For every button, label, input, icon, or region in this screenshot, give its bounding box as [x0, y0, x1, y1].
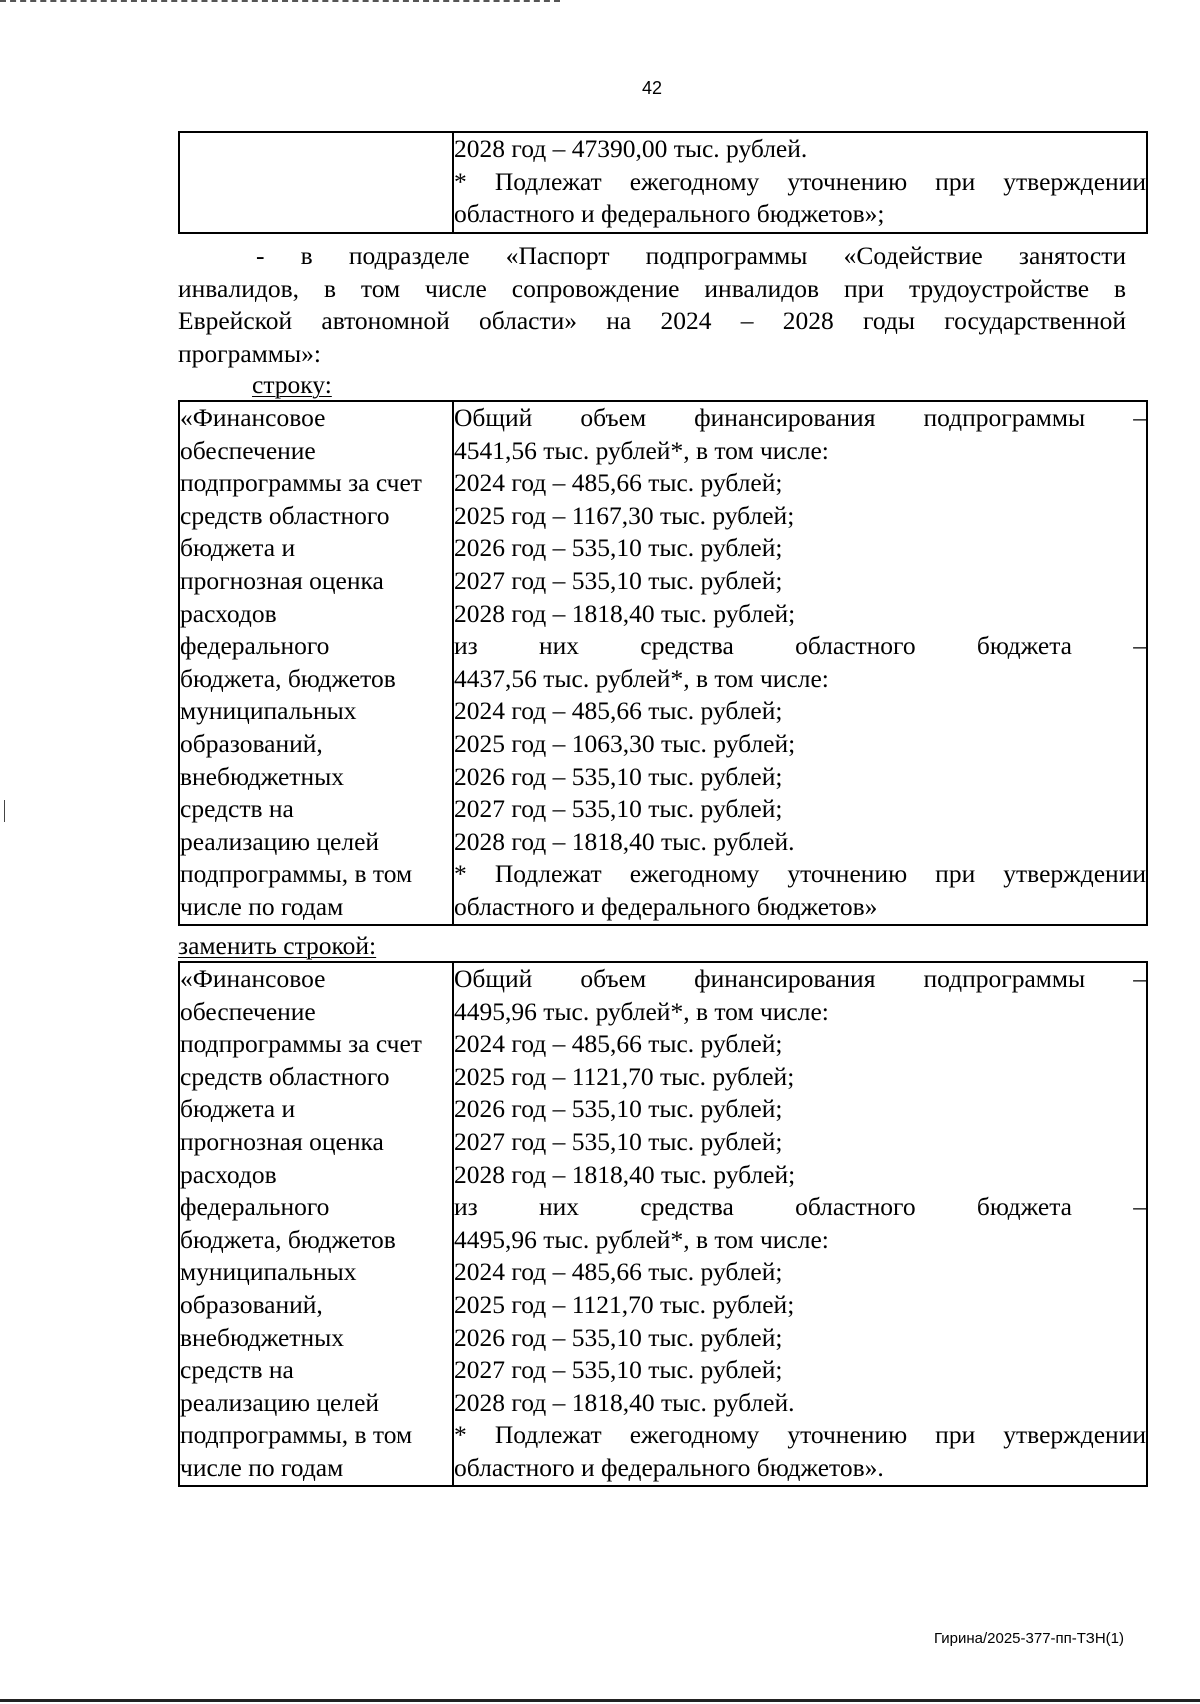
table-line: бюджета, бюджетов	[180, 1224, 396, 1254]
table-line: Общий объем финансирования подпрограммы –	[454, 403, 1146, 432]
table-line: 2027 год – 535,10 тыс. рублей;	[454, 794, 783, 824]
table-line: «Финансовое	[180, 403, 326, 432]
table-line: из них средства областного бюджета –	[454, 1192, 1146, 1222]
table-line: областного и федерального бюджетов».	[454, 1452, 884, 1482]
table-line: 4495,96 тыс. рублей*, в том числе:	[454, 1224, 829, 1254]
document-footer: Гирина/2025-377-пп-ТЗН(1)	[933, 1630, 1124, 1647]
table-line: * Подлежат ежегодному уточнению при утверждении	[454, 166, 1146, 196]
table-line: «Финансовое	[180, 964, 326, 993]
label-row: строку:	[252, 370, 332, 399]
table-line: бюджета, бюджетов	[180, 663, 396, 693]
table-line: Общий объем финансирования подпрограммы –	[454, 964, 1146, 993]
scan-edge-bottom	[0, 1699, 1200, 1702]
table-line: средств областного	[180, 500, 390, 530]
table-line: * Подлежат ежегодному уточнению при утверждении	[454, 859, 1146, 889]
table-line: подпрограммы за счет	[180, 468, 422, 498]
table-line: 2025 год – 1121,70 тыс. рублей;	[454, 1289, 795, 1319]
table-line: числе по годам	[180, 891, 344, 921]
table-line: из них средства областного бюджета –	[454, 631, 1146, 661]
table-line: 2026 год – 535,10 тыс. рублей;	[454, 533, 783, 563]
table-line: 2024 год – 485,66 тыс. рублей;	[454, 1029, 783, 1059]
table-line: 2028 год – 1818,40 тыс. рублей;	[454, 1159, 796, 1189]
table-line: областного и федерального бюджетов»;	[454, 199, 885, 229]
table-line: средств областного	[180, 1061, 390, 1091]
table-new	[178, 961, 1148, 1487]
table-new-right-cell	[453, 962, 1147, 1486]
paragraph-line: программы»:	[178, 338, 321, 368]
table-line: 2028 год – 47390,00 тыс. рублей.	[454, 134, 808, 163]
table-line: 4541,56 тыс. рублей*, в том числе:	[454, 435, 829, 465]
scan-edge-left	[4, 800, 5, 822]
top-table-left-cell	[179, 132, 453, 233]
table-line: подпрограммы, в том	[180, 859, 413, 889]
table-line: бюджета и	[180, 1094, 296, 1124]
table-line: средств на	[180, 1355, 294, 1385]
table-line: 2025 год – 1167,30 тыс. рублей;	[454, 500, 795, 530]
table-line: 4437,56 тыс. рублей*, в том числе:	[454, 663, 829, 693]
table-line: федерального	[180, 631, 330, 661]
table-line: прогнозная оценка	[180, 1126, 384, 1156]
table-old	[178, 400, 1148, 926]
table-line: 2027 год – 535,10 тыс. рублей;	[454, 1355, 783, 1385]
table-line: реализацию целей	[180, 1387, 380, 1417]
table-line: подпрограммы за счет	[180, 1029, 422, 1059]
table-old-left-cell	[179, 401, 453, 925]
table-line: 2024 год – 485,66 тыс. рублей;	[454, 468, 783, 498]
table-line: федерального	[180, 1192, 330, 1222]
table-line: 4495,96 тыс. рублей*, в том числе:	[454, 996, 829, 1026]
table-line: расходов	[180, 598, 277, 628]
table-line: прогнозная оценка	[180, 565, 384, 595]
table-line: 2024 год – 485,66 тыс. рублей;	[454, 696, 783, 726]
table-line: образований,	[180, 1289, 323, 1319]
table-line: 2026 год – 535,10 тыс. рублей;	[454, 1322, 783, 1352]
table-line: муниципальных	[180, 1257, 357, 1287]
table-line: * Подлежат ежегодному уточнению при утверждении	[454, 1420, 1146, 1450]
table-line: 2025 год – 1121,70 тыс. рублей;	[454, 1061, 795, 1091]
table-line: 2028 год – 1818,40 тыс. рублей.	[454, 1387, 795, 1417]
table-line: расходов	[180, 1159, 277, 1189]
table-line: 2025 год – 1063,30 тыс. рублей;	[454, 728, 796, 758]
table-line: 2027 год – 535,10 тыс. рублей;	[454, 565, 783, 595]
table-line: обеспечение	[180, 435, 316, 465]
top-table-right-cell	[453, 132, 1147, 233]
table-line: 2027 год – 535,10 тыс. рублей;	[454, 1126, 783, 1156]
paragraph-line: Еврейской автономной области» на 2024 – 2028 годы государственной	[178, 306, 1126, 336]
table-line: бюджета и	[180, 533, 296, 563]
amendment-paragraph	[178, 240, 1126, 370]
table-line: 2024 год – 485,66 тыс. рублей;	[454, 1257, 783, 1287]
table-line: числе по годам	[180, 1452, 344, 1482]
table-line: образований,	[180, 728, 323, 758]
table-line: реализацию целей	[180, 826, 380, 856]
top-table	[178, 131, 1148, 234]
table-old-right-cell	[453, 401, 1147, 925]
table-line: подпрограммы, в том	[180, 1420, 413, 1450]
table-line: областного и федерального бюджетов»	[454, 891, 878, 921]
scan-edge-top	[0, 0, 560, 4]
table-line: 2026 год – 535,10 тыс. рублей;	[454, 1094, 783, 1124]
label-replace: заменить строкой:	[178, 931, 377, 960]
table-line: 2026 год – 535,10 тыс. рублей;	[454, 761, 783, 791]
paragraph-line: - в подразделе «Паспорт подпрограммы «Содействие занятости	[256, 241, 1126, 270]
table-new-left-cell	[179, 962, 453, 1486]
table-line: внебюджетных	[180, 761, 344, 791]
table-line: 2028 год – 1818,40 тыс. рублей.	[454, 826, 795, 856]
paragraph-line: инвалидов, в том числе сопровождение инвалидов при трудоустройстве в	[178, 273, 1126, 303]
table-line: 2028 год – 1818,40 тыс. рублей;	[454, 598, 796, 628]
table-line: средств на	[180, 794, 294, 824]
table-line: внебюджетных	[180, 1322, 344, 1352]
page-number: 42	[641, 78, 663, 98]
table-line: муниципальных	[180, 696, 357, 726]
table-line: обеспечение	[180, 996, 316, 1026]
